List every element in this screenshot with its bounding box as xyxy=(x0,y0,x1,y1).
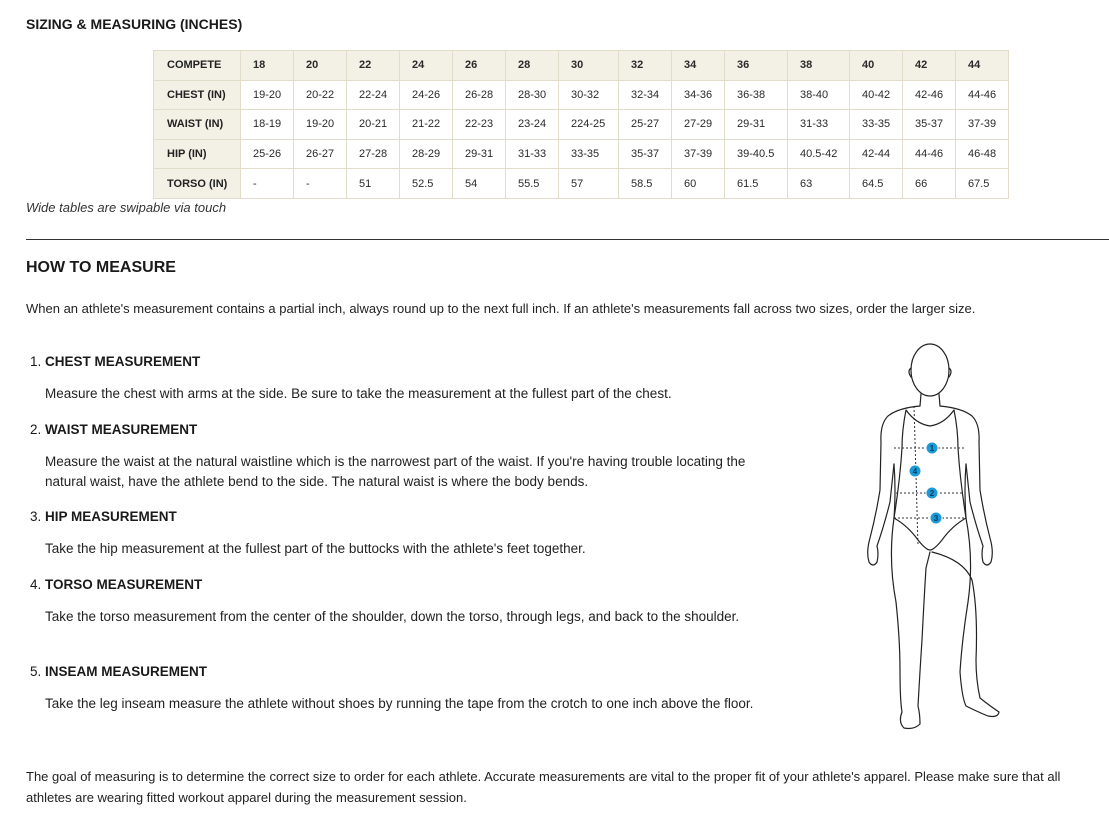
row-header: TORSO (IN) xyxy=(154,169,241,199)
inseam-measurement-item xyxy=(30,664,760,714)
size-row xyxy=(154,169,1009,199)
size-header-cell: 42 xyxy=(903,51,956,81)
figure-leotard xyxy=(894,410,966,550)
size-header-cell: 20 xyxy=(294,51,347,81)
item-title xyxy=(30,354,760,370)
row-header: WAIST (IN) xyxy=(154,110,241,140)
size-cell: 42-44 xyxy=(850,139,903,169)
size-cell: 40.5-42 xyxy=(788,139,850,169)
closing-paragraph: The goal of measuring is to determine the correct size to order for each athlete. Accurate measurements are vital to the proper fit of your athlete's apparel. Please make sure that all athletes are wearing fitted workout apparel during the measurement session. xyxy=(26,769,1061,805)
figure-left-leg xyxy=(891,518,930,729)
size-header-cell: 18 xyxy=(241,51,294,81)
marker-3-label: 3 xyxy=(933,514,939,523)
size-cell: 67.5 xyxy=(956,169,1009,199)
size-cell: 19-20 xyxy=(294,110,347,140)
size-cell: 64.5 xyxy=(850,169,903,199)
section-divider xyxy=(26,239,1109,240)
size-cell: 30-32 xyxy=(559,80,619,110)
size-cell: 54 xyxy=(453,169,506,199)
size-cell: 46-48 xyxy=(956,139,1009,169)
marker-4-label: 4 xyxy=(912,467,918,476)
size-cell: 37-39 xyxy=(672,139,725,169)
size-cell: 57 xyxy=(559,169,619,199)
size-cell: 18-19 xyxy=(241,110,294,140)
figure-inner-arm-right xyxy=(965,464,966,518)
hip-measurement-item xyxy=(30,509,760,559)
size-header-cell: 28 xyxy=(506,51,559,81)
size-cell: 25-26 xyxy=(241,139,294,169)
size-cell: 66 xyxy=(903,169,956,199)
size-cell: 25-27 xyxy=(619,110,672,140)
size-header-cell: 24 xyxy=(400,51,453,81)
size-cell: 40-42 xyxy=(850,80,903,110)
size-header-cell: 40 xyxy=(850,51,903,81)
size-cell: 61.5 xyxy=(725,169,788,199)
size-cell: 20-21 xyxy=(347,110,400,140)
size-row xyxy=(154,51,1009,81)
size-cell: 60 xyxy=(672,169,725,199)
item-name: HIP MEASUREMENT xyxy=(45,509,177,524)
size-cell: 27-29 xyxy=(672,110,725,140)
size-cell: 32-34 xyxy=(619,80,672,110)
item-number: 4. xyxy=(30,577,42,592)
size-chart-table xyxy=(153,50,1009,199)
size-header-cell: 34 xyxy=(672,51,725,81)
item-number: 2. xyxy=(30,422,42,437)
marker-2-label: 2 xyxy=(929,489,935,498)
size-cell: 24-26 xyxy=(400,80,453,110)
how-to-measure-heading: HOW TO MEASURE xyxy=(26,259,176,276)
size-cell: 63 xyxy=(788,169,850,199)
size-row xyxy=(154,80,1009,110)
figure-markers xyxy=(909,442,942,524)
figure-head xyxy=(911,344,949,396)
item-name: INSEAM MEASUREMENT xyxy=(45,664,208,679)
size-cell: 27-28 xyxy=(347,139,400,169)
size-cell: 42-46 xyxy=(903,80,956,110)
waist-measurement-item xyxy=(30,422,760,492)
item-title xyxy=(30,664,760,680)
size-cell: - xyxy=(241,169,294,199)
size-header-cell: 30 xyxy=(559,51,619,81)
figure-right-leg xyxy=(932,518,999,717)
size-cell: 37-39 xyxy=(956,110,1009,140)
size-cell: 55.5 xyxy=(506,169,559,199)
item-number: 5. xyxy=(30,664,42,679)
size-cell: - xyxy=(294,169,347,199)
figure-right-arm xyxy=(940,406,992,565)
body-measurement-figure xyxy=(860,340,1005,732)
size-cell: 35-37 xyxy=(619,139,672,169)
size-cell: 44-46 xyxy=(903,139,956,169)
row-header: CHEST (IN) xyxy=(154,80,241,110)
item-title xyxy=(30,509,760,525)
size-cell: 39-40.5 xyxy=(725,139,788,169)
size-cell: 28-29 xyxy=(400,139,453,169)
size-cell: 31-33 xyxy=(788,110,850,140)
item-number: 1. xyxy=(30,354,42,369)
figure-left-arm xyxy=(868,406,920,565)
item-description: Measure the chest with arms at the side. Be sure to take the measurement at the fullest part of the chest. xyxy=(45,386,672,401)
size-cell: 33-35 xyxy=(850,110,903,140)
size-row xyxy=(154,139,1009,169)
size-header-cell: 22 xyxy=(347,51,400,81)
page-title: SIZING & MEASURING (INCHES) xyxy=(26,16,243,32)
size-row xyxy=(154,110,1009,140)
item-name: TORSO MEASUREMENT xyxy=(45,577,203,592)
size-cell: 22-24 xyxy=(347,80,400,110)
size-cell: 29-31 xyxy=(725,110,788,140)
size-cell: 22-23 xyxy=(453,110,506,140)
item-title xyxy=(30,422,760,438)
size-cell: 21-22 xyxy=(400,110,453,140)
size-header-cell: 38 xyxy=(788,51,850,81)
item-description: Take the hip measurement at the fullest part of the buttocks with the athlete's feet together. xyxy=(45,541,586,556)
size-cell: 36-38 xyxy=(725,80,788,110)
item-number: 3. xyxy=(30,509,42,524)
size-cell: 28-30 xyxy=(506,80,559,110)
item-description: Take the torso measurement from the center of the shoulder, down the torso, through legs, and back to the shoulder. xyxy=(45,609,740,624)
size-cell: 34-36 xyxy=(672,80,725,110)
size-cell: 52.5 xyxy=(400,169,453,199)
item-name: WAIST MEASUREMENT xyxy=(45,422,198,437)
size-cell: 35-37 xyxy=(903,110,956,140)
chest-measurement-item xyxy=(30,354,760,404)
marker-1-label: 1 xyxy=(929,444,935,453)
swipe-note: Wide tables are swipable via touch xyxy=(26,200,227,215)
size-cell: 31-33 xyxy=(506,139,559,169)
size-header-cell: 36 xyxy=(725,51,788,81)
torso-measurement-item xyxy=(30,577,760,627)
row-header: COMPETE xyxy=(154,51,241,81)
size-header-cell: 26 xyxy=(453,51,506,81)
size-cell: 44-46 xyxy=(956,80,1009,110)
size-cell: 51 xyxy=(347,169,400,199)
figure-inner-arm-left xyxy=(894,464,895,518)
size-cell: 58.5 xyxy=(619,169,672,199)
row-header: HIP (IN) xyxy=(154,139,241,169)
size-cell: 26-27 xyxy=(294,139,347,169)
size-cell: 19-20 xyxy=(241,80,294,110)
item-description: Measure the waist at the natural waistline which is the narrowest part of the waist. If you're having trouble locating the natural waist, have the athlete bend to the side. The natural waist is where the body bends. xyxy=(45,454,746,489)
item-description: Take the leg inseam measure the athlete without shoes by running the tape from the crotch to one inch above the floor. xyxy=(45,696,754,711)
size-cell: 23-24 xyxy=(506,110,559,140)
size-cell: 224-25 xyxy=(559,110,619,140)
size-cell: 33-35 xyxy=(559,139,619,169)
size-cell: 38-40 xyxy=(788,80,850,110)
how-to-intro: When an athlete's measurement contains a partial inch, always round up to the next full inch. If an athlete's measurements fall across two sizes, order the larger size. xyxy=(26,301,976,316)
size-header-cell: 32 xyxy=(619,51,672,81)
item-name: CHEST MEASUREMENT xyxy=(45,354,201,369)
size-cell: 20-22 xyxy=(294,80,347,110)
item-title xyxy=(30,577,760,593)
size-cell: 26-28 xyxy=(453,80,506,110)
size-header-cell: 44 xyxy=(956,51,1009,81)
size-cell: 29-31 xyxy=(453,139,506,169)
